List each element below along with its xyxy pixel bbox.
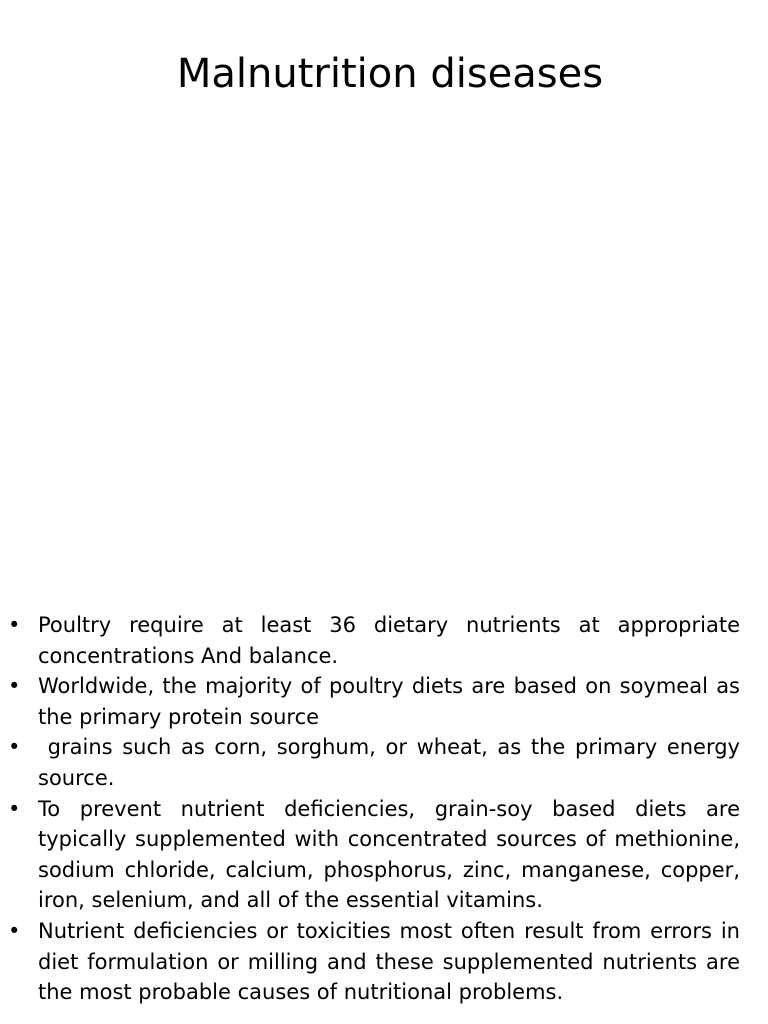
- bullet-icon: •: [8, 796, 21, 821]
- bullet-icon: •: [8, 674, 21, 699]
- slide-title: Malnutrition diseases: [176, 51, 604, 97]
- bullet-text: Poultry require at least 36 dietary nutrients at appropriate concentrations And balance.: [38, 613, 740, 668]
- bullet-text: Worldwide, the majority of poultry diets are based on soymeal as the primary protein source: [38, 674, 740, 729]
- bullet-text: Nutrient deficiencies or toxicities most often result from errors in diet formulation or milling and these supplemented nutrients are the most probable causes of nutritional problems.: [38, 918, 740, 1005]
- bullet-item: [0, 794, 740, 916]
- bullet-list: [0, 610, 747, 1008]
- bullet-text: To prevent nutrient deficiencies, grain-soy based diets are typically supplemented with concentrated sources of methionine, sodium chloride, calcium, phosphorus, zinc, manganese, copper, iron, selenium, and all of the essential vitamins.: [38, 796, 740, 913]
- bullet-icon: •: [8, 613, 21, 637]
- bullet-item: [0, 671, 740, 732]
- bullet-icon: •: [8, 735, 21, 760]
- bullet-item: [0, 732, 747, 793]
- bullet-item: [0, 610, 740, 671]
- bullet-text: grains such as corn, sorghum, or wheat, as the primary energy source.: [38, 735, 747, 790]
- bullet-icon: •: [8, 918, 21, 943]
- bullet-item: [0, 916, 740, 1008]
